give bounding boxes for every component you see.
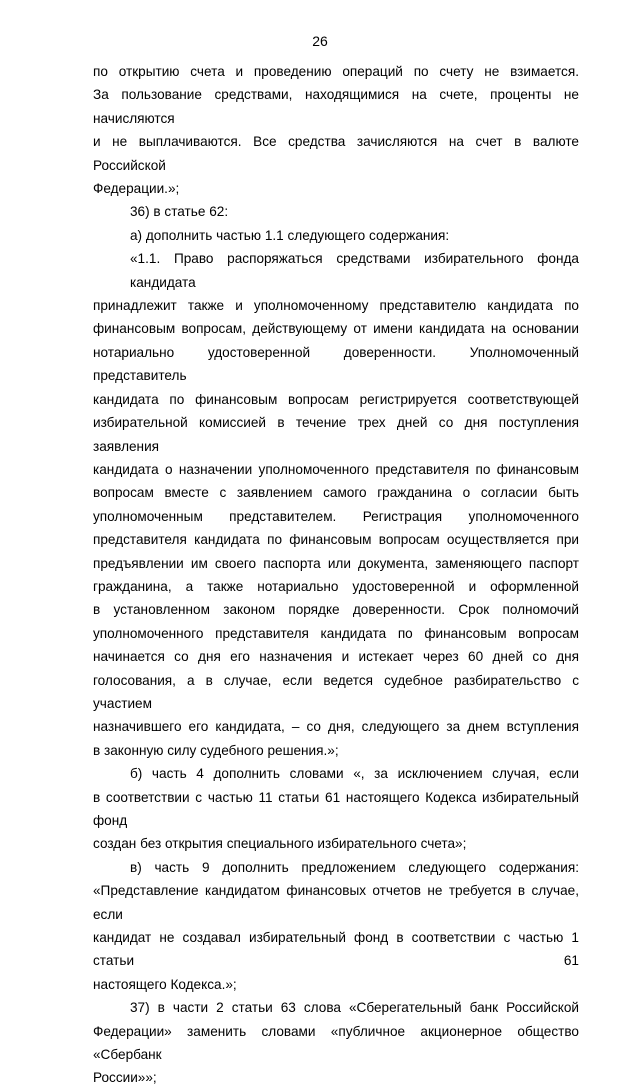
text-line: в соответствии с частью 11 статьи 61 настоящего Кодекса избирательный фонд <box>93 789 579 828</box>
page-number: 26 <box>312 33 328 49</box>
text-line: начинается со дня его назначения и истекает через 60 дней со дня <box>93 649 579 665</box>
text-line: избирательной комиссией в течение трех дней со дня поступления заявления <box>93 415 579 454</box>
text-line: и не выплачиваются. Все средства зачисляются на счет в валюте Российской <box>93 134 579 173</box>
text-line: принадлежит также и уполномоченному представителю кандидата по <box>93 298 579 314</box>
text-line: предъявлении им своего паспорта или документа, заменяющего паспорт <box>93 555 579 571</box>
text-line: б) часть 4 дополнить словами «, за исключением случая, если <box>130 766 579 782</box>
text-line: назначившего его кандидата, – со дня, следующего за днем вступления <box>93 719 579 735</box>
text-line: кандидат не создавал избирательный фонд в соответствии с частью 1 статьи 61 <box>93 930 579 969</box>
text-line: голосования, а в случае, если ведется судебное разбирательство с участием <box>93 672 579 711</box>
text-line: кандидата по финансовым вопросам регистрируется соответствующей <box>93 391 579 407</box>
text-line: уполномоченного представителя кандидата по финансовым вопросам <box>93 625 579 641</box>
text-line: «1.1. Право распоряжаться средствами избирательного фонда кандидата <box>130 251 579 290</box>
text-line: уполномоченным представителем. Регистрация уполномоченного <box>93 508 579 524</box>
text-line: в установленном законом порядке доверенности. Срок полномочий <box>93 602 579 618</box>
text-line: За пользование средствами, находящимися на счете, проценты не начисляются <box>93 87 579 126</box>
text-line: нотариально удостоверенной доверенности. Уполномоченный представитель <box>93 344 579 384</box>
text-line: гражданина, а также нотариально удостоверенной и оформленной <box>93 578 579 594</box>
text-line: настоящего Кодекса.»; <box>93 976 237 992</box>
text-line: представителя кандидата по финансовым вопросам осуществляется при <box>93 532 579 548</box>
text-line: 36) в статье 62: <box>130 204 229 220</box>
text-line: кандидата о назначении уполномоченного представителя по финансовым <box>93 461 579 477</box>
document-body <box>93 60 579 1090</box>
text-line: 37) в части 2 статьи 63 слова «Сберегательный банк Российской <box>130 1000 579 1016</box>
text-line: в) часть 9 дополнить предложением следующего содержания: <box>130 859 579 875</box>
text-line: по открытию счета и проведению операций по счету не взимается. <box>93 64 579 79</box>
text-line: а) дополнить частью 1.1 следующего содержания: <box>130 227 450 243</box>
text-line: России»»; <box>93 1070 157 1086</box>
text-line: вопросам вместе с заявлением самого гражданина о согласии быть <box>93 485 579 501</box>
text-line: финансовым вопросам, действующему от имени кандидата на основании <box>93 321 579 337</box>
text-line: в законную силу судебного решения.»; <box>93 742 339 758</box>
text-line: создан без открытия специального избирательного счета»; <box>93 836 467 852</box>
text-line: Федерации.»; <box>93 181 180 197</box>
text-line: Федерации» заменить словами «публичное акционерное общество «Сбербанк <box>93 1023 579 1063</box>
text-line: «Представление кандидатом финансовых отчетов не требуется в случае, если <box>93 883 579 922</box>
